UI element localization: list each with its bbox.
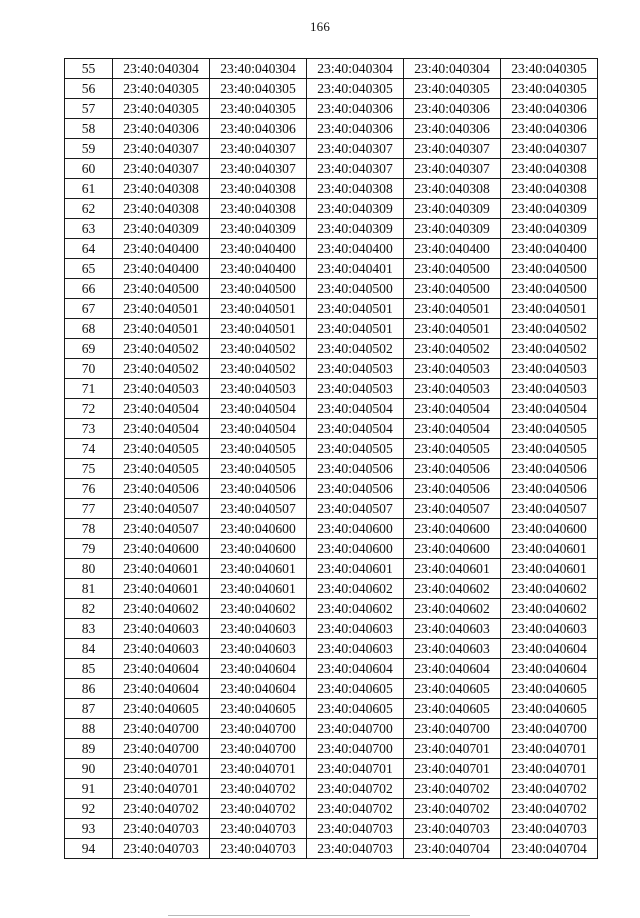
row-number-cell: 67 xyxy=(65,299,113,319)
row-number-cell: 73 xyxy=(65,419,113,439)
cadastral-number-cell: 23:40:040701 xyxy=(210,759,307,779)
table-row xyxy=(65,499,598,519)
table-row xyxy=(65,759,598,779)
cadastral-number-cell: 23:40:040507 xyxy=(113,499,210,519)
cadastral-number-cell: 23:40:040603 xyxy=(113,619,210,639)
cadastral-number-cell: 23:40:040703 xyxy=(307,819,404,839)
cadastral-number-cell: 23:40:040703 xyxy=(210,819,307,839)
cadastral-number-cell: 23:40:040306 xyxy=(210,119,307,139)
table-row xyxy=(65,179,598,199)
table-row xyxy=(65,399,598,419)
table-row xyxy=(65,699,598,719)
table-row xyxy=(65,579,598,599)
cadastral-number-cell: 23:40:040504 xyxy=(501,399,598,419)
cadastral-number-cell: 23:40:040308 xyxy=(501,159,598,179)
cadastral-number-cell: 23:40:040603 xyxy=(404,639,501,659)
page-number: 166 xyxy=(309,19,331,34)
cadastral-number-cell: 23:40:040703 xyxy=(113,819,210,839)
cadastral-number-cell: 23:40:040500 xyxy=(210,279,307,299)
table-row xyxy=(65,79,598,99)
table-row xyxy=(65,379,598,399)
row-number-cell: 63 xyxy=(65,219,113,239)
cadastral-number-cell: 23:40:040306 xyxy=(501,99,598,119)
cadastral-number-cell: 23:40:040501 xyxy=(307,299,404,319)
cadastral-number-cell: 23:40:040305 xyxy=(501,79,598,99)
cadastral-number-cell: 23:40:040504 xyxy=(404,419,501,439)
cadastral-number-cell: 23:40:040400 xyxy=(404,239,501,259)
cadastral-number-cell: 23:40:040306 xyxy=(404,99,501,119)
row-number-cell: 65 xyxy=(65,259,113,279)
table-row xyxy=(65,59,598,79)
cadastral-number-cell: 23:40:040600 xyxy=(501,519,598,539)
cadastral-number-cell: 23:40:040504 xyxy=(404,399,501,419)
cadastral-number-cell: 23:40:040700 xyxy=(210,739,307,759)
cadastral-number-cell: 23:40:040601 xyxy=(501,539,598,559)
row-number-cell: 77 xyxy=(65,499,113,519)
table-row xyxy=(65,719,598,739)
cadastral-number-cell: 23:40:040603 xyxy=(113,639,210,659)
cadastral-number-cell: 23:40:040503 xyxy=(501,359,598,379)
table-row xyxy=(65,679,598,699)
cadastral-number-cell: 23:40:040600 xyxy=(210,519,307,539)
row-number-cell: 60 xyxy=(65,159,113,179)
cadastral-number-cell: 23:40:040605 xyxy=(501,679,598,699)
cadastral-number-cell: 23:40:040702 xyxy=(404,779,501,799)
table-row xyxy=(65,319,598,339)
table-row xyxy=(65,99,598,119)
cadastral-number-cell: 23:40:040400 xyxy=(210,239,307,259)
row-number-cell: 92 xyxy=(65,799,113,819)
cadastral-number-cell: 23:40:040602 xyxy=(404,599,501,619)
table-row xyxy=(65,519,598,539)
table-row xyxy=(65,279,598,299)
cadastral-number-cell: 23:40:040701 xyxy=(113,779,210,799)
cadastral-number-cell: 23:40:040602 xyxy=(404,579,501,599)
cadastral-number-cell: 23:40:040702 xyxy=(210,779,307,799)
cadastral-number-cell: 23:40:040501 xyxy=(404,299,501,319)
cadastral-number-cell: 23:40:040305 xyxy=(501,59,598,79)
cadastral-number-cell: 23:40:040507 xyxy=(501,499,598,519)
cadastral-number-cell: 23:40:040500 xyxy=(404,259,501,279)
cadastral-number-cell: 23:40:040505 xyxy=(404,439,501,459)
cadastral-number-cell: 23:40:040601 xyxy=(307,559,404,579)
cadastral-number-cell: 23:40:040505 xyxy=(210,439,307,459)
cadastral-number-cell: 23:40:040700 xyxy=(113,739,210,759)
cadastral-number-cell: 23:40:040507 xyxy=(210,499,307,519)
cadastral-number-cell: 23:40:040506 xyxy=(210,479,307,499)
row-number-cell: 86 xyxy=(65,679,113,699)
row-number-cell: 84 xyxy=(65,639,113,659)
cadastral-number-cell: 23:40:040307 xyxy=(307,159,404,179)
cadastral-number-cell: 23:40:040700 xyxy=(404,719,501,739)
cadastral-number-cell: 23:40:040601 xyxy=(501,559,598,579)
cadastral-number-cell: 23:40:040307 xyxy=(113,139,210,159)
cadastral-number-cell: 23:40:040503 xyxy=(210,379,307,399)
cadastral-number-cell: 23:40:040703 xyxy=(501,819,598,839)
cadastral-number-cell: 23:40:040501 xyxy=(210,319,307,339)
cadastral-number-cell: 23:40:040605 xyxy=(404,679,501,699)
table-row xyxy=(65,199,598,219)
row-number-cell: 91 xyxy=(65,779,113,799)
row-number-cell: 81 xyxy=(65,579,113,599)
row-number-cell: 66 xyxy=(65,279,113,299)
table-body xyxy=(65,59,598,859)
row-number-cell: 79 xyxy=(65,539,113,559)
row-number-cell: 64 xyxy=(65,239,113,259)
cadastral-number-cell: 23:40:040600 xyxy=(210,539,307,559)
cadastral-number-cell: 23:40:040308 xyxy=(113,179,210,199)
cadastral-number-cell: 23:40:040601 xyxy=(404,559,501,579)
cadastral-number-cell: 23:40:040507 xyxy=(307,499,404,519)
cadastral-number-cell: 23:40:040505 xyxy=(501,419,598,439)
cadastral-number-cell: 23:40:040505 xyxy=(307,439,404,459)
cadastral-number-cell: 23:40:040603 xyxy=(307,639,404,659)
cadastral-number-cell: 23:40:040704 xyxy=(501,839,598,859)
cadastral-number-cell: 23:40:040308 xyxy=(501,179,598,199)
cadastral-number-cell: 23:40:040503 xyxy=(501,379,598,399)
row-number-cell: 82 xyxy=(65,599,113,619)
cadastral-number-cell: 23:40:040305 xyxy=(307,79,404,99)
cadastral-number-cell: 23:40:040601 xyxy=(113,559,210,579)
row-number-cell: 93 xyxy=(65,819,113,839)
cadastral-number-cell: 23:40:040502 xyxy=(113,359,210,379)
cadastral-number-cell: 23:40:040506 xyxy=(307,459,404,479)
cadastral-number-cell: 23:40:040500 xyxy=(404,279,501,299)
cadastral-number-cell: 23:40:040502 xyxy=(113,339,210,359)
cadastral-number-cell: 23:40:040605 xyxy=(113,699,210,719)
table-row xyxy=(65,839,598,859)
table-row xyxy=(65,119,598,139)
cadastral-number-cell: 23:40:040602 xyxy=(501,579,598,599)
row-number-cell: 61 xyxy=(65,179,113,199)
cadastral-number-cell: 23:40:040400 xyxy=(210,259,307,279)
cadastral-number-cell: 23:40:040400 xyxy=(501,239,598,259)
cadastral-number-cell: 23:40:040500 xyxy=(113,279,210,299)
cadastral-number-cell: 23:40:040700 xyxy=(307,739,404,759)
row-number-cell: 75 xyxy=(65,459,113,479)
cadastral-number-cell: 23:40:040505 xyxy=(501,439,598,459)
cadastral-number-cell: 23:40:040501 xyxy=(307,319,404,339)
cadastral-number-cell: 23:40:040603 xyxy=(210,619,307,639)
row-number-cell: 85 xyxy=(65,659,113,679)
cadastral-number-cell: 23:40:040309 xyxy=(307,219,404,239)
cadastral-number-cell: 23:40:040501 xyxy=(113,299,210,319)
cadastral-number-cell: 23:40:040702 xyxy=(501,779,598,799)
cadastral-number-cell: 23:40:040306 xyxy=(501,119,598,139)
cadastral-number-cell: 23:40:040307 xyxy=(113,159,210,179)
cadastral-number-cell: 23:40:040401 xyxy=(307,259,404,279)
table-row xyxy=(65,139,598,159)
cadastral-number-cell: 23:40:040502 xyxy=(210,359,307,379)
table-row xyxy=(65,659,598,679)
cadastral-number-cell: 23:40:040309 xyxy=(501,219,598,239)
cadastral-number-cell: 23:40:040703 xyxy=(113,839,210,859)
cadastral-number-cell: 23:40:040700 xyxy=(113,719,210,739)
cadastral-number-cell: 23:40:040304 xyxy=(307,59,404,79)
cadastral-number-cell: 23:40:040701 xyxy=(307,759,404,779)
cadastral-number-cell: 23:40:040307 xyxy=(307,139,404,159)
table-row xyxy=(65,439,598,459)
row-number-cell: 58 xyxy=(65,119,113,139)
cadastral-number-cell: 23:40:040502 xyxy=(501,319,598,339)
cadastral-number-cell: 23:40:040701 xyxy=(404,759,501,779)
cadastral-number-cell: 23:40:040309 xyxy=(210,219,307,239)
row-number-cell: 55 xyxy=(65,59,113,79)
cadastral-number-cell: 23:40:040604 xyxy=(113,659,210,679)
table-row xyxy=(65,339,598,359)
table-row xyxy=(65,299,598,319)
cadastral-number-cell: 23:40:040400 xyxy=(113,259,210,279)
cadastral-number-cell: 23:40:040506 xyxy=(501,479,598,499)
cadastral-number-cell: 23:40:040506 xyxy=(307,479,404,499)
cadastral-number-cell: 23:40:040701 xyxy=(113,759,210,779)
table-row xyxy=(65,539,598,559)
cadastral-number-cell: 23:40:040503 xyxy=(404,379,501,399)
cadastral-number-cell: 23:40:040502 xyxy=(210,339,307,359)
cadastral-number-cell: 23:40:040304 xyxy=(404,59,501,79)
cadastral-number-cell: 23:40:040307 xyxy=(210,159,307,179)
cadastral-number-cell: 23:40:040504 xyxy=(307,419,404,439)
cadastral-number-cell: 23:40:040605 xyxy=(307,699,404,719)
cadastral-number-cell: 23:40:040305 xyxy=(404,79,501,99)
cadastral-number-table xyxy=(64,58,598,859)
row-number-cell: 76 xyxy=(65,479,113,499)
row-number-cell: 72 xyxy=(65,399,113,419)
cadastral-number-cell: 23:40:040507 xyxy=(113,519,210,539)
cadastral-number-cell: 23:40:040600 xyxy=(307,539,404,559)
cadastral-number-cell: 23:40:040602 xyxy=(210,599,307,619)
cadastral-number-cell: 23:40:040702 xyxy=(501,799,598,819)
cadastral-number-cell: 23:40:040603 xyxy=(501,619,598,639)
table-row xyxy=(65,479,598,499)
cadastral-number-cell: 23:40:040602 xyxy=(501,599,598,619)
cadastral-number-cell: 23:40:040602 xyxy=(113,599,210,619)
cadastral-number-cell: 23:40:040703 xyxy=(210,839,307,859)
row-number-cell: 59 xyxy=(65,139,113,159)
cadastral-number-cell: 23:40:040309 xyxy=(113,219,210,239)
cadastral-number-cell: 23:40:040604 xyxy=(404,659,501,679)
cadastral-number-cell: 23:40:040307 xyxy=(501,139,598,159)
cadastral-number-cell: 23:40:040306 xyxy=(307,99,404,119)
cadastral-number-cell: 23:40:040604 xyxy=(501,639,598,659)
cadastral-number-cell: 23:40:040305 xyxy=(210,99,307,119)
cadastral-number-cell: 23:40:040507 xyxy=(404,499,501,519)
cadastral-number-cell: 23:40:040702 xyxy=(210,799,307,819)
row-number-cell: 88 xyxy=(65,719,113,739)
cadastral-number-cell: 23:40:040602 xyxy=(307,599,404,619)
cadastral-number-cell: 23:40:040702 xyxy=(113,799,210,819)
cadastral-number-cell: 23:40:040600 xyxy=(307,519,404,539)
table-row xyxy=(65,639,598,659)
cadastral-number-cell: 23:40:040604 xyxy=(210,679,307,699)
table-row xyxy=(65,559,598,579)
cadastral-number-cell: 23:40:040604 xyxy=(113,679,210,699)
cadastral-number-cell: 23:40:040304 xyxy=(210,59,307,79)
row-number-cell: 68 xyxy=(65,319,113,339)
row-number-cell: 74 xyxy=(65,439,113,459)
cadastral-number-cell: 23:40:040305 xyxy=(113,99,210,119)
cadastral-number-cell: 23:40:040505 xyxy=(113,459,210,479)
cadastral-number-cell: 23:40:040505 xyxy=(113,439,210,459)
table-row xyxy=(65,359,598,379)
table-row xyxy=(65,219,598,239)
cadastral-number-cell: 23:40:040506 xyxy=(404,459,501,479)
cadastral-number-cell: 23:40:040400 xyxy=(113,239,210,259)
cadastral-number-cell: 23:40:040700 xyxy=(210,719,307,739)
cadastral-number-cell: 23:40:040308 xyxy=(113,199,210,219)
table-row xyxy=(65,159,598,179)
table-row xyxy=(65,779,598,799)
table-row xyxy=(65,459,598,479)
cadastral-number-cell: 23:40:040503 xyxy=(404,359,501,379)
cadastral-number-cell: 23:40:040306 xyxy=(307,119,404,139)
cadastral-number-cell: 23:40:040501 xyxy=(501,299,598,319)
cadastral-number-cell: 23:40:040502 xyxy=(307,339,404,359)
cadastral-number-cell: 23:40:040501 xyxy=(113,319,210,339)
cadastral-number-cell: 23:40:040600 xyxy=(113,539,210,559)
cadastral-number-cell: 23:40:040309 xyxy=(501,199,598,219)
cadastral-number-cell: 23:40:040701 xyxy=(501,759,598,779)
row-number-cell: 71 xyxy=(65,379,113,399)
cadastral-number-cell: 23:40:040602 xyxy=(307,579,404,599)
table-row xyxy=(65,799,598,819)
cadastral-number-cell: 23:40:040506 xyxy=(404,479,501,499)
table-row xyxy=(65,259,598,279)
cadastral-number-cell: 23:40:040600 xyxy=(404,539,501,559)
cadastral-number-cell: 23:40:040504 xyxy=(210,399,307,419)
cadastral-number-cell: 23:40:040702 xyxy=(307,799,404,819)
cadastral-number-cell: 23:40:040604 xyxy=(501,659,598,679)
cadastral-number-cell: 23:40:040506 xyxy=(501,459,598,479)
row-number-cell: 94 xyxy=(65,839,113,859)
cadastral-number-cell: 23:40:040504 xyxy=(113,419,210,439)
cadastral-number-cell: 23:40:040503 xyxy=(113,379,210,399)
cadastral-number-cell: 23:40:040307 xyxy=(210,139,307,159)
row-number-cell: 87 xyxy=(65,699,113,719)
row-number-cell: 80 xyxy=(65,559,113,579)
row-number-cell: 57 xyxy=(65,99,113,119)
cadastral-number-cell: 23:40:040603 xyxy=(404,619,501,639)
table-row xyxy=(65,239,598,259)
cadastral-number-cell: 23:40:040603 xyxy=(210,639,307,659)
row-number-cell: 78 xyxy=(65,519,113,539)
cadastral-number-cell: 23:40:040702 xyxy=(404,799,501,819)
cadastral-number-cell: 23:40:040605 xyxy=(307,679,404,699)
cadastral-number-cell: 23:40:040400 xyxy=(307,239,404,259)
cadastral-number-cell: 23:40:040503 xyxy=(307,359,404,379)
cadastral-number-cell: 23:40:040305 xyxy=(210,79,307,99)
cadastral-number-cell: 23:40:040306 xyxy=(113,119,210,139)
cadastral-number-cell: 23:40:040502 xyxy=(404,339,501,359)
cadastral-number-cell: 23:40:040308 xyxy=(307,179,404,199)
cadastral-number-cell: 23:40:040701 xyxy=(501,739,598,759)
cadastral-number-cell: 23:40:040601 xyxy=(210,559,307,579)
table-row xyxy=(65,599,598,619)
cadastral-number-cell: 23:40:040505 xyxy=(210,459,307,479)
table-row xyxy=(65,819,598,839)
cadastral-number-cell: 23:40:040304 xyxy=(113,59,210,79)
row-number-cell: 69 xyxy=(65,339,113,359)
cadastral-number-cell: 23:40:040309 xyxy=(404,199,501,219)
cadastral-number-cell: 23:40:040701 xyxy=(404,739,501,759)
cadastral-number-cell: 23:40:040504 xyxy=(113,399,210,419)
row-number-cell: 56 xyxy=(65,79,113,99)
cadastral-number-cell: 23:40:040603 xyxy=(307,619,404,639)
cadastral-number-cell: 23:40:040704 xyxy=(404,839,501,859)
cadastral-number-cell: 23:40:040500 xyxy=(307,279,404,299)
cadastral-number-cell: 23:40:040605 xyxy=(404,699,501,719)
row-number-cell: 83 xyxy=(65,619,113,639)
table-row xyxy=(65,739,598,759)
cadastral-number-cell: 23:40:040502 xyxy=(501,339,598,359)
cadastral-number-cell: 23:40:040500 xyxy=(501,279,598,299)
cadastral-number-cell: 23:40:040309 xyxy=(307,199,404,219)
cadastral-number-cell: 23:40:040703 xyxy=(404,819,501,839)
cadastral-number-cell: 23:40:040600 xyxy=(404,519,501,539)
row-number-cell: 90 xyxy=(65,759,113,779)
cadastral-number-cell: 23:40:040307 xyxy=(404,159,501,179)
cadastral-number-cell: 23:40:040305 xyxy=(113,79,210,99)
cadastral-number-cell: 23:40:040306 xyxy=(404,119,501,139)
cadastral-number-cell: 23:40:040500 xyxy=(501,259,598,279)
cadastral-number-cell: 23:40:040504 xyxy=(307,399,404,419)
cadastral-number-cell: 23:40:040700 xyxy=(307,719,404,739)
cadastral-number-cell: 23:40:040605 xyxy=(501,699,598,719)
table-row xyxy=(65,619,598,639)
cadastral-number-cell: 23:40:040501 xyxy=(210,299,307,319)
cadastral-number-cell: 23:40:040604 xyxy=(210,659,307,679)
cadastral-number-cell: 23:40:040604 xyxy=(307,659,404,679)
cadastral-number-cell: 23:40:040700 xyxy=(501,719,598,739)
cadastral-number-cell: 23:40:040501 xyxy=(404,319,501,339)
table-row xyxy=(65,419,598,439)
row-number-cell: 62 xyxy=(65,199,113,219)
cadastral-number-cell: 23:40:040601 xyxy=(113,579,210,599)
cadastral-number-cell: 23:40:040309 xyxy=(404,219,501,239)
cadastral-number-cell: 23:40:040308 xyxy=(404,179,501,199)
cadastral-number-cell: 23:40:040703 xyxy=(307,839,404,859)
cadastral-number-cell: 23:40:040503 xyxy=(307,379,404,399)
cadastral-number-cell: 23:40:040702 xyxy=(307,779,404,799)
cadastral-number-cell: 23:40:040506 xyxy=(113,479,210,499)
cadastral-number-cell: 23:40:040307 xyxy=(404,139,501,159)
cadastral-number-cell: 23:40:040605 xyxy=(210,699,307,719)
cadastral-number-cell: 23:40:040308 xyxy=(210,199,307,219)
bottom-rule xyxy=(168,915,470,916)
cadastral-number-cell: 23:40:040601 xyxy=(210,579,307,599)
row-number-cell: 89 xyxy=(65,739,113,759)
cadastral-number-cell: 23:40:040308 xyxy=(210,179,307,199)
cadastral-number-cell: 23:40:040504 xyxy=(210,419,307,439)
row-number-cell: 70 xyxy=(65,359,113,379)
